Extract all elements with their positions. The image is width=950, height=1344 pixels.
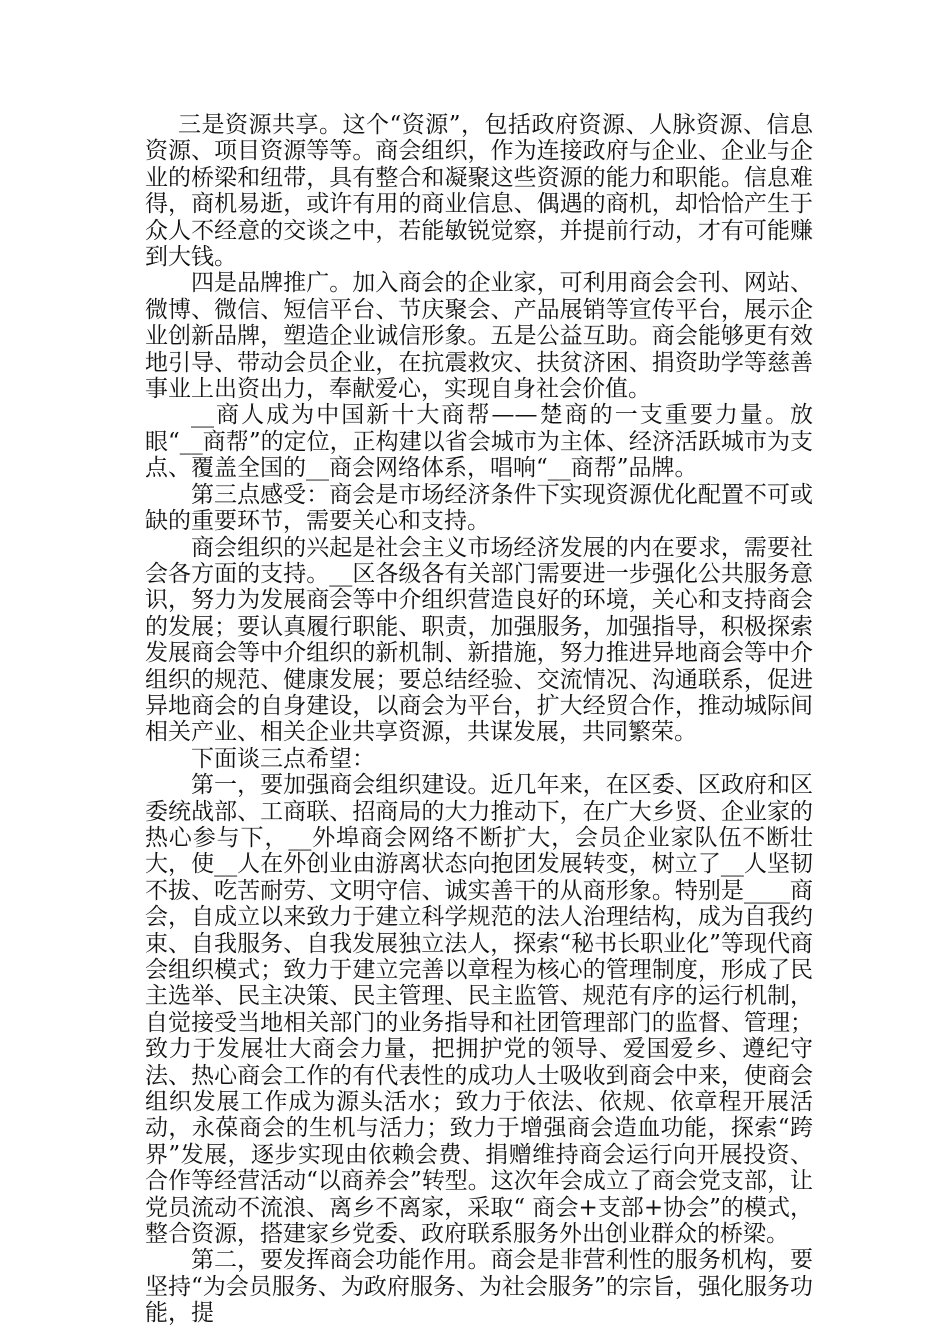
paragraph-first-hope: 第一，要加强商会组织建设。近几年来，在区委、区政府和区委统战部、工商联、招商局的大力推动下，在广大乡贤、企业家的热心参与下，__外埠商会网络不断扩大，会员企业家队伍不断壮大，使__人在外创业由游离状态向抱团发展转变，树立了__人坚韧不拔、吃苦耐劳、文明守信、诚实善干的从商形象。特别是____商会，自成立以来致力于建立科学规范的法人治理结构，成为自我约束、自我服务、自我发展独立法人，探索“秘书长职业化”等现代商会组织模式；致力于建立完善以章程为核心的管理制度，形成了民主选举、民主决策、民主管理、民主监管、规范有序的运行机制，自觉接受当地相关部门的业务指导和社团管理部门的监督、管理；致力于发展壮大商会力量，把拥护党的领导、爱国爱乡、遵纪守法、热心商会工作的有代表性的成功人士吸收到商会中来，使商会组织发展工作成为源头活水；致力于依法、依规、依章程开展活动，永葆商会的生机与活力；致力于增强商会造血功能，探索“跨界”发展，逐步实现由依赖会费、捐赠维持商会运行向开展投资、合作等经营活动“以商养会”转型。这次年会成立了商会党支部，让党员流动不流浪、离乡不离家，采取“ 商会+支部+协会”的模式，整合资源，搭建家乡党委、政府联系服务外出创业群众的桥梁。	[145, 772, 813, 1248]
paragraph-brand-promotion: 四是品牌推广。加入商会的企业家，可利用商会会刊、网站、微博、微信、短信平台、节庆聚会、产品展销等宣传平台，展示企业创新品牌，塑造企业诚信形象。五是公益互助。商会能够更有效地引导、带动会员企业，在抗震救灾、扶贫济困、捐资助学等慈善事业上出资出力，奉献爱心，实现自身社会价值。	[145, 270, 813, 403]
paragraph-third-feeling: 第三点感受：商会是市场经济条件下实现资源优化配置不可或缺的重要环节，需要关心和支持。	[145, 481, 813, 535]
paragraph-support: 商会组织的兴起是社会主义市场经济发展的内在要求，需要社会各方面的支持。__区各级各有关部门需要进一步强化公共服务意识，努力为发展商会等中介组织营造良好的环境，关心和支持商会的发展；要认真履行职能、职责，加强服务，加强指导，积极探索发展商会等中介组织的新机制、新措施，努力推进异地商会等中介组织的规范、健康发展；要总结经验、交流情况、沟通联系，促进异地商会的自身建设，以商会为平台，扩大经贸合作，推动城际间相关产业、相关企业共享资源，共谋发展，共同繁荣。	[145, 534, 813, 746]
paragraph-merchant-group: __商人成为中国新十大商帮——楚商的一支重要力量。放眼“__商帮”的定位，正构建以省会城市为主体、经济活跃城市为支点、覆盖全国的__商会网络体系，唱响“__商帮”品牌。	[145, 402, 813, 482]
paragraph-second-hope: 第二，要发挥商会功能作用。商会是非营利性的服务机构，要坚持“为会员服务、为政府服务、为社会服务”的宗旨，强化服务功能，提	[145, 1247, 813, 1327]
document-body	[145, 112, 813, 1327]
paragraph-three-hopes: 下面谈三点希望：	[191, 745, 375, 772]
paragraph-resource-sharing: 三是资源共享。这个“资源”，包括政府资源、人脉资源、信息资源、项目资源等等。商会组织，作为连接政府与企业、企业与企业的桥梁和纽带，具有整合和凝聚这些资源的能力和职能。信息难得，商机易逝，或许有用的商业信息、偶遇的商机，却恰恰产生于众人不经意的交谈之中，若能敏锐觉察，并提前行动，才有可能赚到大钱。	[145, 112, 813, 271]
